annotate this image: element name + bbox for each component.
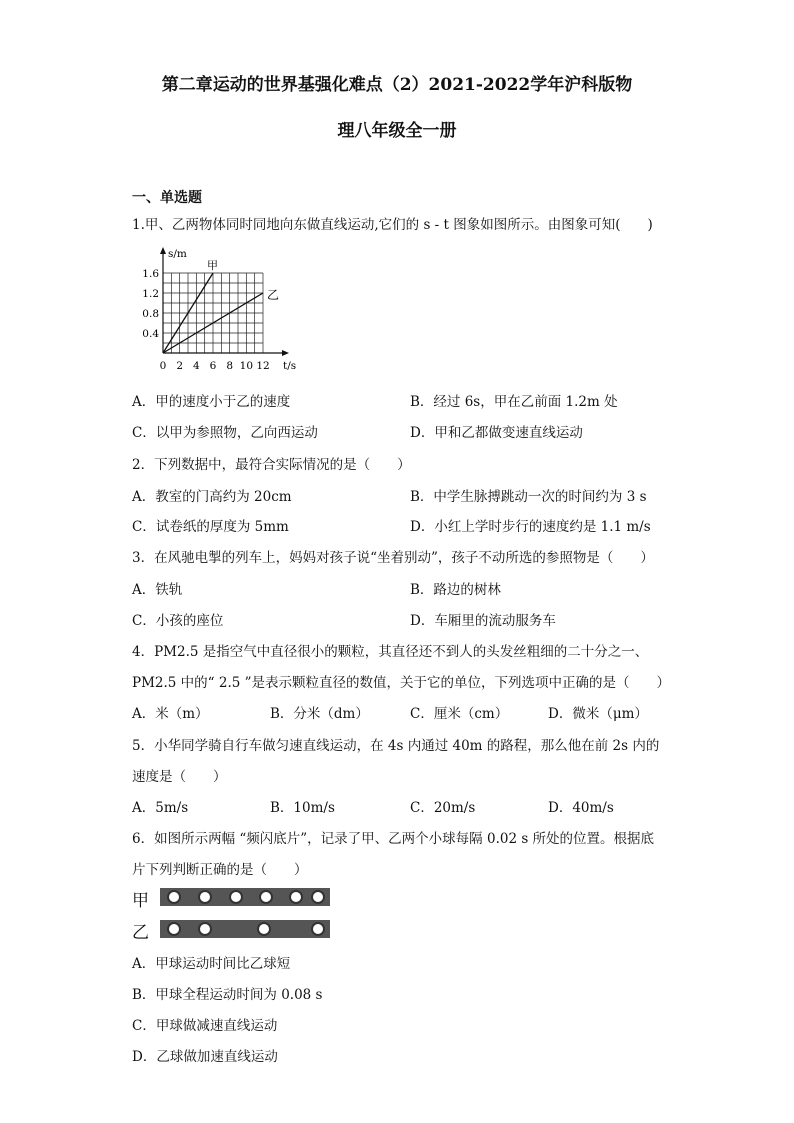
x-tick-label: 4 [192,360,200,372]
q4-option-a[interactable]: A．米（m） [132,706,209,722]
q6-option-c[interactable]: C．甲球做减速直线运动 [132,1018,278,1034]
q5-option-a[interactable]: A．5m/s [132,800,189,816]
y-tick-label: 1.6 [142,268,159,280]
q6-stem-line2: 片下列判断正确的是（ ） [132,862,308,878]
q6-stem-line1: 6．如图所示两幅 “频闪底片”，记录了甲、乙两个小球每隔 0.02 s 所处的位置。根据底 [132,831,655,847]
x-axis-arrow [282,350,289,356]
y-axis-label: s/m [168,248,187,260]
q2-option-d[interactable]: D．小红上学时步行的速度约是 1.1 m/s [410,519,651,535]
x-tick-label: 10 [239,360,254,372]
y-tick-label: 0.8 [142,308,159,320]
y-tick-label: 1.2 [142,288,159,300]
q5-stem-line2: 速度是（ ） [132,769,227,785]
x-tick-label: 6 [209,360,217,372]
q5-option-c[interactable]: C．20m/s [410,800,476,816]
ball-jia-4 [259,890,273,904]
q4-option-d[interactable]: D．微米（μm） [548,706,648,722]
x-tick-label: 8 [226,360,234,372]
q4-option-c[interactable]: C．厘米（cm） [410,706,509,722]
q6-option-b[interactable]: B．甲球全程运动时间为 0.08 s [132,987,323,1003]
q1-option-b[interactable]: B．经过 6s，甲在乙前面 1.2m 处 [410,394,618,410]
series-label-jia: 甲 [207,259,218,272]
q2-option-a[interactable]: A．教室的门高约为 20cm [132,489,292,505]
q4-stem-line1: 4．PM2.5 是指空气中直径很小的颗粒，其直径还不到人的头发丝粗细的二十分之一、 [132,644,649,660]
section-heading: 一、单选题 [132,190,202,206]
document-title-line2: 理八年级全一册 [337,121,457,141]
q2-stem: 2．下列数据中，最符合实际情况的是（ ） [132,457,411,473]
ball-yi-2 [198,922,212,936]
q2-option-b[interactable]: B．中学生脉搏跳动一次的时间约为 3 s [410,489,647,505]
q2-option-c[interactable]: C．试卷纸的厚度为 5mm [132,519,289,535]
ball-yi-3 [257,922,271,936]
graph-grid [163,273,263,353]
document-title-line1: 第二章运动的世界基强化难点（2）2021-2022学年沪科版物 [161,75,633,95]
x-tick-label: 0 [159,360,167,372]
x-tick-label: 12 [256,360,270,372]
st-graph [135,247,300,377]
x-axis-label: t/s [283,360,297,372]
ball-jia-3 [229,890,243,904]
y-axis-arrow [160,247,166,254]
q5-option-b[interactable]: B．10m/s [270,800,335,816]
y-tick-label: 0.4 [142,328,159,340]
q6-option-a[interactable]: A．甲球运动时间比乙球短 [132,956,291,972]
x-tick-label: 2 [176,360,184,372]
ball-jia-5 [289,890,303,904]
q6-option-d[interactable]: D．乙球做加速直线运动 [132,1049,278,1065]
q1-option-a[interactable]: A．甲的速度小于乙的速度 [132,394,291,410]
q3-stem: 3．在风驰电掣的列车上，妈妈对孩子说“坐着别动”，孩子不动所选的参照物是（ ） [132,550,654,566]
film-strip-jia [160,888,330,906]
q5-option-d[interactable]: D．40m/s [548,800,614,816]
ball-jia-2 [198,890,212,904]
q3-option-d[interactable]: D．车厢里的流动服务车 [410,613,556,629]
film-strip-yi [160,920,330,938]
q3-option-c[interactable]: C．小孩的座位 [132,613,224,629]
q3-option-b[interactable]: B．路边的树林 [410,582,501,598]
film-label-yi: 乙 [132,923,149,943]
series-label-yi: 乙 [267,288,280,302]
q1-option-c[interactable]: C．以甲为参照物，乙向西运动 [132,425,318,441]
film-label-jia: 甲 [132,891,149,911]
q5-stem-line1: 5．小华同学骑自行车做匀速直线运动，在 4s 内通过 40m 的路程，那么他在前 2s 内的 [132,738,660,754]
ball-jia-1 [167,890,181,904]
q1-option-d[interactable]: D．甲和乙都做变速直线运动 [410,425,583,441]
ball-yi-1 [167,922,181,936]
q1-stem: 1.甲、乙两物体同时同地向东做直线运动,它们的 s - t 图象如图所示。由图象可知( ) [132,217,653,233]
q4-option-b[interactable]: B．分米（dm） [270,706,369,722]
ball-jia-6 [311,890,325,904]
ball-yi-4 [311,922,325,936]
q3-option-a[interactable]: A．铁轨 [132,582,183,598]
q4-stem-line2: PM2.5 中的“ 2.5 ”是表示颗粒直径的数值，关于它的单位，下列选项中正确的是（ ） [132,675,671,691]
